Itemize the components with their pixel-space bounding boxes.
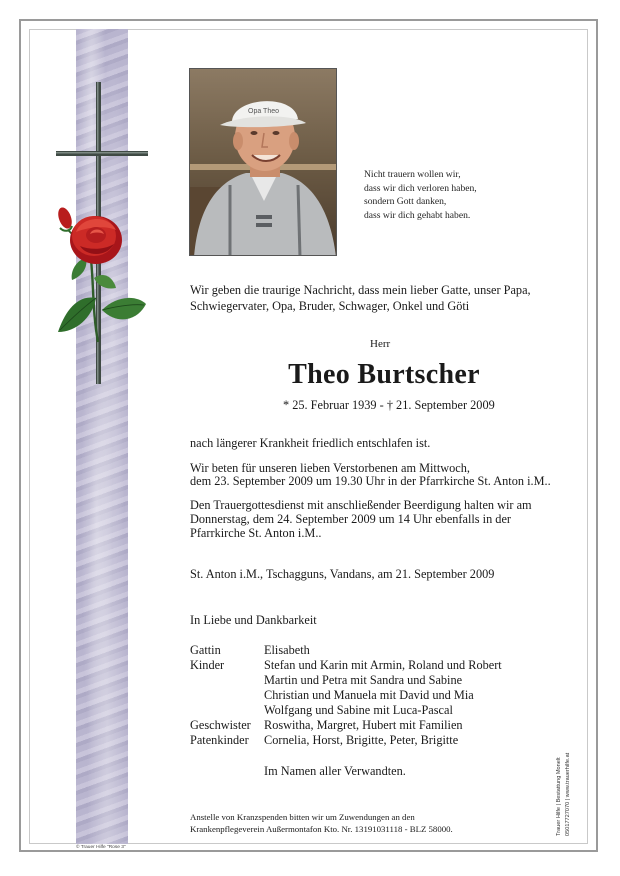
relatives-all: Im Namen aller Verwandten. [264,764,406,778]
passed-text: nach längerer Krankheit friedlich entschlafen ist. [190,436,431,450]
poem-line: sondern Gott danken, [364,196,447,207]
imprint-line: 05017727070 | www.trauerhilfe.at [565,752,571,836]
cross-with-rose-icon [46,80,156,390]
poem-line: dass wir dich verloren haben, [364,182,477,194]
relative-label-patenkinder: Patenkinder [190,733,249,747]
life-dates: * 25. Februar 1939 - † 21. September 2009 [283,398,495,412]
relative-kinder: Christian und Manuela mit David und Mia [264,688,474,702]
poem [364,168,564,222]
relative-kinder: Stefan und Karin mit Armin, Roland und Robert [264,658,502,672]
relative-geschwister: Roswitha, Margret, Hubert mit Familien [264,718,463,732]
imprint-line: Trauer Hilfe | Bestattung Monelt [556,757,562,836]
funeral-line: Donnerstag, dem 24. September 2009 um 14 Uhr ebenfalls in der [190,512,512,526]
funeral-line: Den Trauergottesdienst mit anschließender Beerdigung halten wir am [190,498,532,512]
closing-text: In Liebe und Dankbarkeit [190,613,317,627]
relative-kinder: Martin und Petra mit Sandra und Sabine [264,673,463,687]
donation-line: Krankenpflegeverein Außermontafon Kto. Nr. 13191031118 - BLZ 58000. [190,824,453,834]
portrait-image [190,69,337,256]
donation-line: Anstelle von Kranzspenden bitten wir um Zuwendungen an den [190,812,415,822]
copyright-note: © Trauer Hilfe "Rose 3" [76,845,126,850]
relative-patenkinder: Cornelia, Horst, Brigitte, Peter, Brigitte [264,733,459,747]
place-and-date: St. Anton i.M., Tschagguns, Vandans, am 21. September 2009 [190,567,495,581]
portrait-photo [189,68,337,256]
deceased-name: Theo Burtscher [288,359,480,390]
relative-label-kinder: Kinder [190,658,225,672]
prayer-line: Wir beten für unseren lieben Verstorbenen am Mittwoch, [190,461,470,475]
relative-gattin: Elisabeth [264,643,310,657]
salutation: Herr [370,338,391,350]
prayer-line: dem 23. September 2009 um 19.30 Uhr in der Pfarrkirche St. Anton i.M.. [190,474,551,488]
intro-line: Wir geben die traurige Nachricht, dass mein lieber Gatte, unser Papa, [190,283,531,297]
relative-label-gattin: Gattin [190,643,221,657]
cap-lettering: Opa Theo [248,108,280,115]
intro-line: Schwiegervater, Opa, Bruder, Schwager, Onkel und Göti [190,299,470,313]
funeral-line: Pfarrkirche St. Anton i.M.. [190,526,322,540]
poem-line: dass wir dich gehabt haben. [364,209,471,221]
relative-label-geschwister: Geschwister [190,718,251,732]
relative-kinder: Wolfgang und Sabine mit Luca-Pascal [264,703,453,717]
poem-line: Nicht trauern wollen wir, [364,169,461,180]
